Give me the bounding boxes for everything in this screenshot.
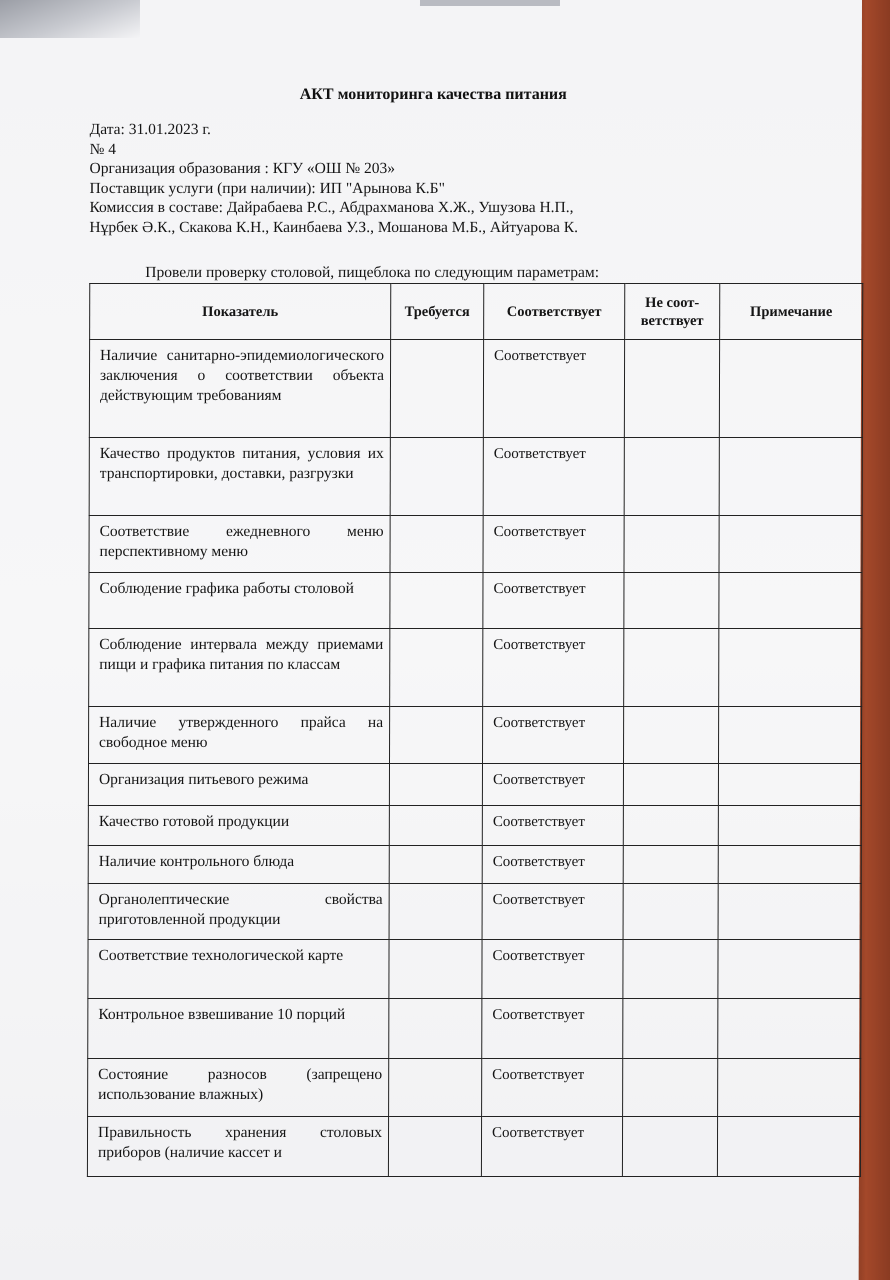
note-cell bbox=[718, 999, 861, 1059]
note-cell bbox=[719, 707, 862, 764]
document-title: АКТ мониторинга качества питания bbox=[299, 86, 567, 103]
not-complies-cell bbox=[624, 707, 719, 764]
header-indicator: Показатель bbox=[90, 284, 391, 340]
number-line: № 4 bbox=[89, 140, 117, 158]
required-cell bbox=[389, 806, 482, 846]
table-row bbox=[88, 940, 861, 999]
date-line: Дата: 31.01.2023 г. bbox=[89, 121, 211, 138]
note-cell bbox=[719, 629, 862, 707]
complies-cell: Соответствует bbox=[483, 707, 624, 764]
note-cell bbox=[718, 1059, 861, 1117]
complies-cell: Соответствует bbox=[482, 764, 623, 806]
required-cell bbox=[390, 573, 483, 629]
required-cell bbox=[390, 629, 483, 707]
not-complies-cell bbox=[624, 340, 719, 438]
note-cell bbox=[719, 573, 862, 629]
indicator-cell: Качество готовой продукции bbox=[88, 806, 389, 846]
complies-cell: Соответствует bbox=[483, 340, 624, 438]
complies-cell: Соответствует bbox=[483, 516, 624, 573]
required-cell bbox=[389, 846, 482, 884]
indicator-cell: Состояние разносов (запрещено использование влажных) bbox=[88, 1059, 389, 1117]
indicator-cell: Соблюдение интервала между приемами пищи и графика питания по классам bbox=[89, 629, 390, 707]
commission-line-1: Комиссия в составе: Дайрабаева Р.С., Абдрахманова Х.Ж., Ушузова Н.П., bbox=[89, 199, 574, 216]
complies-cell: Соответствует bbox=[482, 806, 623, 846]
not-complies-cell bbox=[623, 806, 718, 846]
table-row bbox=[89, 707, 862, 764]
note-cell bbox=[718, 806, 861, 846]
complies-cell: Соответствует bbox=[482, 999, 623, 1059]
required-cell bbox=[390, 438, 483, 516]
required-cell bbox=[389, 764, 482, 806]
not-complies-cell bbox=[623, 1059, 718, 1117]
required-cell bbox=[390, 707, 483, 764]
supplier-line: Поставщик услуги (при наличии): ИП "Арынова К.Б" bbox=[89, 179, 445, 197]
complies-cell: Соответствует bbox=[482, 940, 623, 999]
not-complies-cell bbox=[624, 629, 719, 707]
indicator-cell: Соответствие технологической карте bbox=[88, 940, 389, 999]
required-cell bbox=[389, 884, 482, 940]
not-complies-cell bbox=[623, 884, 718, 940]
required-cell bbox=[389, 999, 482, 1059]
note-cell bbox=[718, 846, 861, 884]
required-cell bbox=[390, 340, 483, 438]
required-cell bbox=[388, 1117, 481, 1177]
note-cell bbox=[717, 1117, 860, 1177]
commission-line-2: Нұрбек Ә.К., Скакова К.Н., Каинбаева У.З., Мошанова М.Б., Айтуарова К. bbox=[89, 218, 578, 236]
table-row bbox=[89, 629, 862, 707]
table-row bbox=[88, 806, 861, 846]
complies-cell: Соответствует bbox=[482, 1059, 623, 1117]
note-cell bbox=[719, 516, 862, 573]
indicator-cell: Организация питьевого режима bbox=[88, 764, 389, 806]
complies-cell: Соответствует bbox=[482, 846, 623, 884]
not-complies-cell bbox=[623, 940, 718, 999]
header-complies: Соответствует bbox=[484, 284, 625, 340]
intro-line: Провели проверку столовой, пищеблока по следующим параметрам: bbox=[145, 264, 600, 281]
table-row bbox=[88, 999, 861, 1059]
document-meta bbox=[89, 120, 809, 237]
complies-cell: Соответствует bbox=[483, 629, 624, 707]
required-cell bbox=[390, 516, 483, 573]
indicator-cell: Правильность хранения столовых приборов (наличие кассет и bbox=[87, 1117, 388, 1177]
complies-cell: Соответствует bbox=[483, 573, 624, 629]
not-complies-cell bbox=[623, 999, 718, 1059]
not-complies-cell bbox=[623, 846, 718, 884]
note-cell bbox=[719, 438, 862, 516]
table-row bbox=[88, 846, 861, 884]
header-not-complies: Не соот-ветствует bbox=[625, 284, 720, 340]
paper-clip-shadow bbox=[0, 0, 140, 38]
required-cell bbox=[389, 940, 482, 999]
note-cell bbox=[719, 340, 862, 438]
note-cell bbox=[718, 884, 861, 940]
table-row bbox=[88, 1059, 861, 1117]
table-row bbox=[88, 884, 861, 940]
table-header-row bbox=[90, 284, 863, 340]
indicator-cell: Наличие утвержденного прайса на свободное меню bbox=[89, 707, 390, 764]
indicator-cell: Контрольное взвешивание 10 порций bbox=[88, 999, 389, 1059]
table-row bbox=[89, 516, 862, 573]
indicator-cell: Органолептические свойства приготовленной продукции bbox=[88, 884, 389, 940]
table-row bbox=[89, 340, 862, 438]
table-row bbox=[88, 764, 861, 806]
page-top-edge bbox=[420, 0, 560, 6]
header-note: Примечание bbox=[720, 284, 863, 340]
indicator-cell: Качество продуктов питания, условия их транспортировки, доставки, разгрузки bbox=[89, 438, 390, 516]
not-complies-cell bbox=[624, 516, 719, 573]
indicator-cell: Соблюдение графика работы столовой bbox=[89, 573, 390, 629]
indicator-cell: Соответствие ежедневного меню перспективному меню bbox=[89, 516, 390, 573]
complies-cell: Соответствует bbox=[481, 1117, 622, 1177]
not-complies-cell bbox=[624, 438, 719, 516]
not-complies-cell bbox=[624, 573, 719, 629]
complies-cell: Соответствует bbox=[482, 884, 623, 940]
required-cell bbox=[389, 1059, 482, 1117]
table-row bbox=[89, 438, 862, 516]
indicator-cell: Наличие санитарно-эпидемиологического заключения о соответствии объекта действующим требованиям bbox=[89, 340, 390, 438]
not-complies-cell bbox=[622, 1117, 717, 1177]
note-cell bbox=[718, 940, 861, 999]
table-row bbox=[87, 1117, 860, 1177]
table-row bbox=[89, 573, 862, 629]
complies-cell: Соответствует bbox=[483, 438, 624, 516]
inspection-table bbox=[87, 283, 863, 1177]
note-cell bbox=[718, 764, 861, 806]
organization-line: Организация образования : КГУ «ОШ № 203» bbox=[89, 160, 396, 177]
indicator-cell: Наличие контрольного блюда bbox=[88, 846, 389, 884]
header-required: Требуется bbox=[391, 284, 484, 340]
not-complies-cell bbox=[623, 764, 718, 806]
